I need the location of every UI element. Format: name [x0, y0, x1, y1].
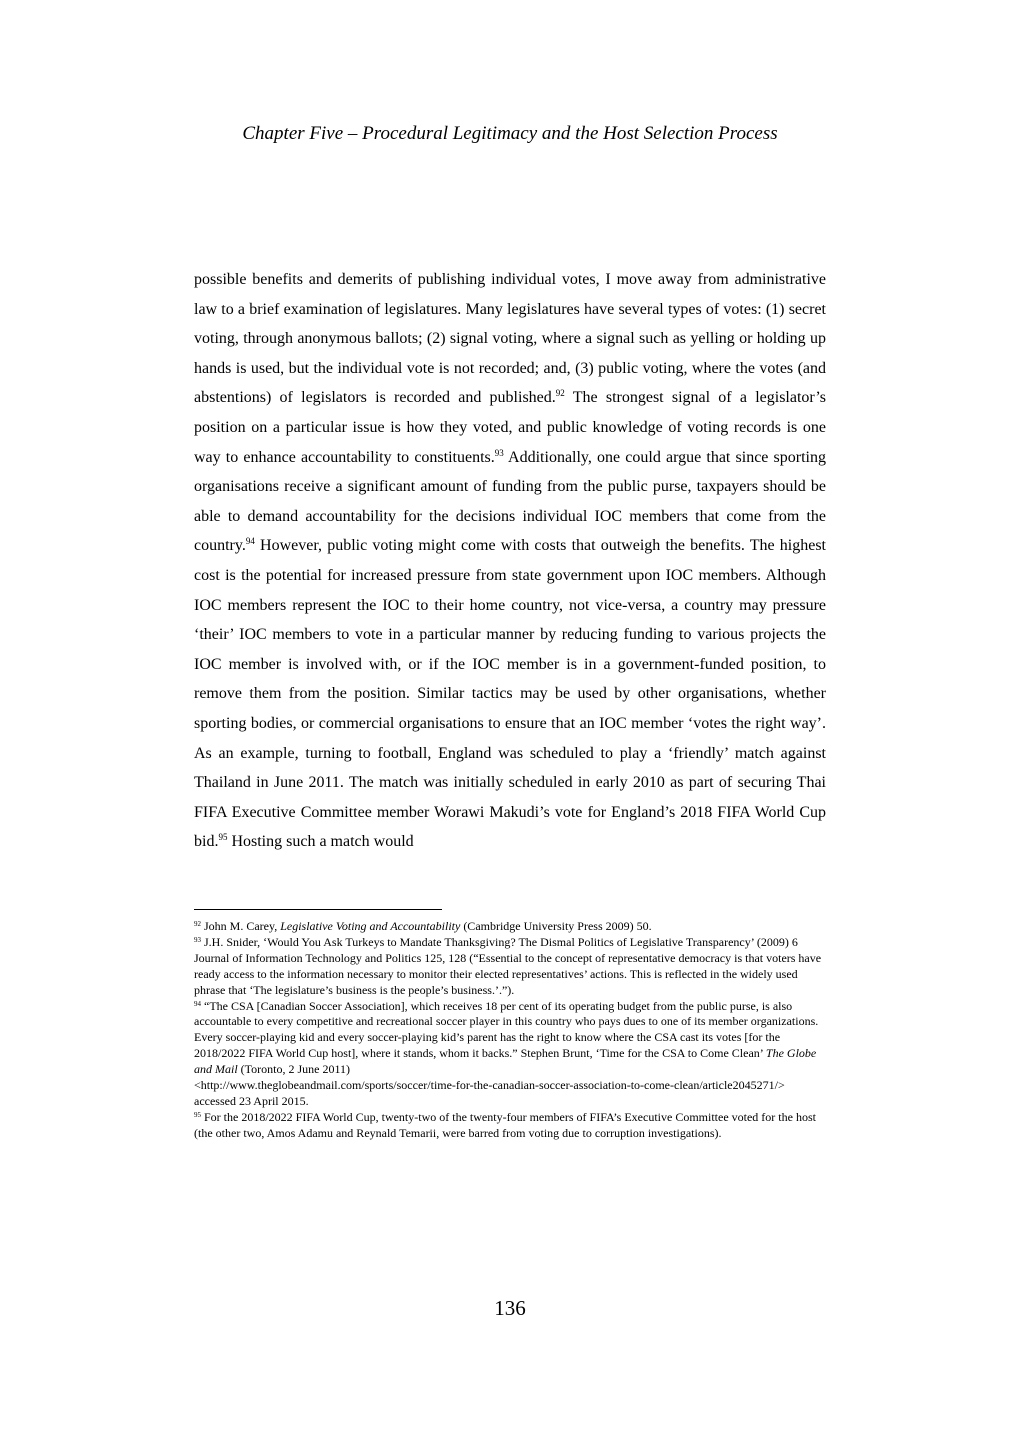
footnote-title: The Globe and Mail [194, 1046, 817, 1077]
body-sentence: Hosting such a match would [227, 833, 414, 851]
footnote-number: 93 [194, 935, 201, 944]
footnote-title: Legislative Voting and Accountability [280, 919, 461, 933]
body-sentence: The strongest signal of a legislator’s position on a particular issue is how they voted, and public knowledge of voting records is one way to enhance accountability to constituents. [194, 389, 826, 466]
body-sentence: possible benefits and demerits of publishing individual votes, I move away from administrative law to a brief examination of legislatures. Many legislatures have several types of votes: (1) secret voting, through anonymous ballots; (2) signal voting, where a signal such as yelling or holding up hands is used, but the individual vote is not recorded; and, (3) public voting, where the votes (and abstentions) of legislators is recorded and published. [194, 271, 826, 407]
page-number: 136 [494, 1296, 526, 1320]
footnote-92 [194, 919, 826, 935]
footnote-text: J.H. Snider, ‘Would You Ask Turkeys to Mandate Thanksgiving? The Dismal Politics of Legislative Transparency’ (2009) 6 Journal of Information Technology and Politics 125, 128 (“Essential to the concept of representative democracy is that voters have ready access to the information necessary to monitor their elected representatives’ actions. This is reflected in the widely used phrase that ‘The legislature’s business is the people’s business.’.”). [194, 934, 822, 997]
body-sentence: Additionally, one could argue that since sporting organisations receive a significant amount of funding from the public purse, taxpayers should be able to demand accountability for the decisions individual IOC members that come from the country. [194, 448, 826, 555]
footnote-text: For the 2018/2022 FIFA World Cup, twenty-two of the twenty-four members of FIFA’s Executive Committee voted for the host (the other two, Amos Adamu and Reynald Temarii, were barred from voting due to corruption investigations). [194, 1109, 816, 1140]
body-paragraph [194, 265, 826, 857]
footnote-number: 95 [194, 1110, 201, 1119]
footnote-number: 94 [194, 999, 201, 1008]
body-text [194, 265, 826, 857]
footnote-number: 92 [194, 920, 201, 928]
footnote-ref-93[interactable]: 93 [494, 447, 504, 458]
footnote-ref-95[interactable]: 95 [218, 832, 228, 843]
footnote-ref-94[interactable]: 94 [245, 536, 255, 547]
footnote-separator [194, 909, 442, 910]
footnote-text: “The CSA [Canadian Soccer Association], which receives 18 per cent of its operating budget from the public purse, is also accountable to every competitive and recreational soccer player in this country who pays dues to one of its member organizations. Every soccer-playing kid and every soccer-playing kid’s parent has the right to know where the CSA cast its votes [for the 2018/2022 FIFA World Cup host], where it stands, whom it backs.” Stephen Brunt, ‘Time for the CSA to Come Clean’ [194, 998, 819, 1061]
footnote-94 [194, 999, 826, 1110]
footnote-ref-92[interactable]: 92 [555, 388, 565, 399]
body-sentence: However, public voting might come with costs that outweigh the benefits. The highest cost is the potential for increased pressure from state government upon IOC members. Although IOC members represent the IOC to their home country, not vice-versa, a country may pressure ‘their’ IOC members to vote in a particular manner by reducing funding to various projects the IOC member is involved with, or if the IOC member is in a government-funded position, to remove them from the position. Similar tactics may be used by other organisations, whether sporting bodies, or commercial organisations to ensure that an IOC member ‘votes the right way’. As an example, turning to football, England was scheduled to play a ‘friendly’ match against Thailand in June 2011. The match was initially scheduled in early 2010 as part of securing Thai FIFA Executive Committee member Worawi Makudi’s vote for England’s 2018 FIFA World Cup bid. [194, 537, 826, 851]
running-header: Chapter Five – Procedural Legitimacy and the Host Selection Process [242, 123, 778, 144]
footnote-text: (Cambridge University Press 2009) 50. [460, 919, 652, 933]
footnote-text: (Toronto, 2 June 2011) [237, 1062, 351, 1077]
footnote-text: John M. Carey, [201, 919, 281, 933]
footnotes [194, 919, 826, 1142]
footnote-95 [194, 1110, 826, 1142]
footnote-url[interactable]: <http://www.theglobeandmail.com/sports/soccer/time-for-the-canadian-soccer-association-to-come-clean/article2045271/> accessed 23 April 2015. [194, 1078, 785, 1108]
footnote-93 [194, 935, 826, 999]
